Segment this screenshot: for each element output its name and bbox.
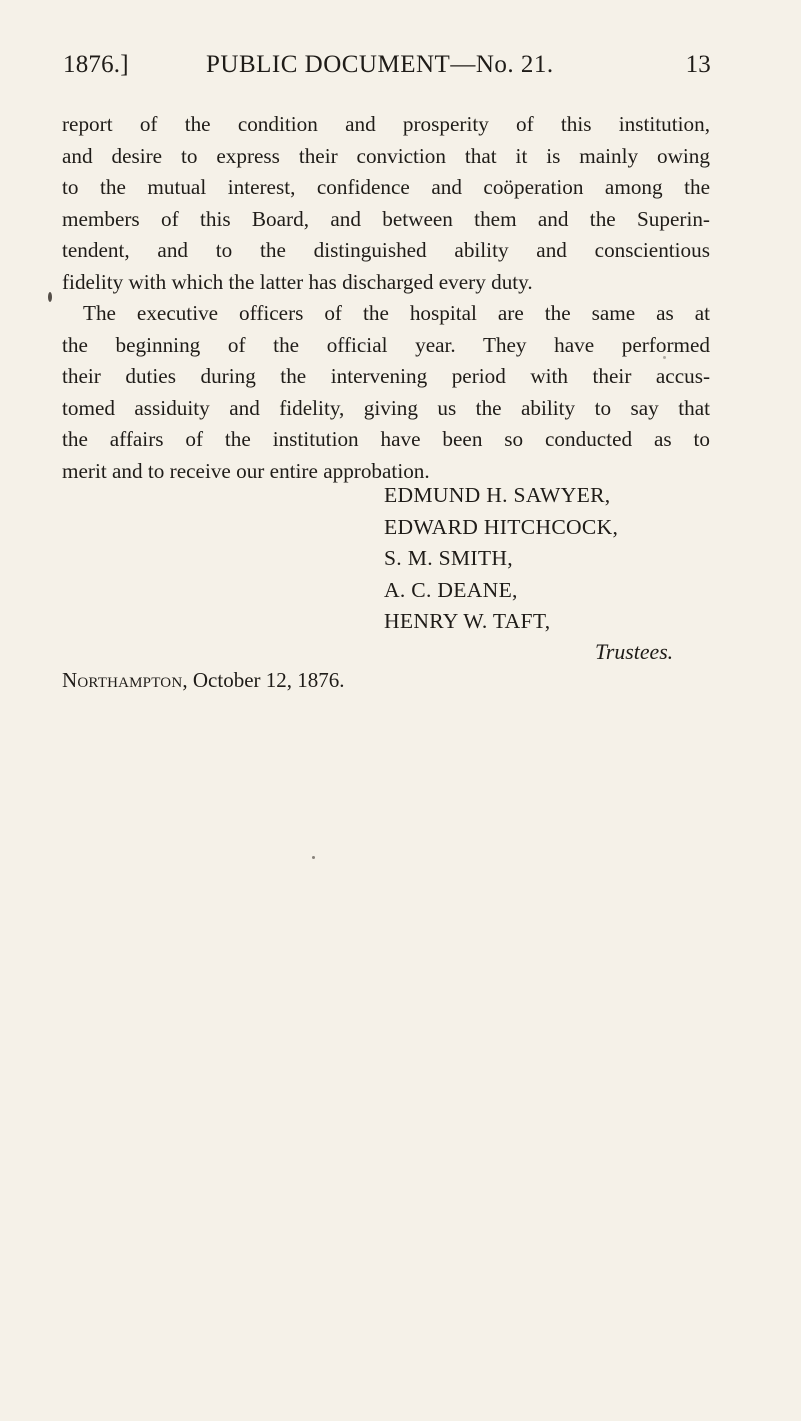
date-text: , October 12, 1876.: [182, 668, 345, 692]
signature-name: EDWARD HITCHCOCK,: [384, 514, 619, 539]
signature-name: A. C. DEANE,: [384, 577, 518, 602]
signature-name: EDMUND H. SAWYER,: [384, 483, 611, 507]
body-line-10: tomed assiduity and fidelity, giving us the ability to say that: [62, 395, 710, 420]
body-line-5: tendent, and to the distinguished ability and conscientious: [62, 238, 710, 262]
body-line-2: and desire to express their conviction that it is mainly owing: [62, 143, 710, 168]
body-line-7: The executive officers of the hospital are the same as at: [83, 301, 710, 325]
page-number: 13: [685, 51, 711, 78]
signature-block: [384, 480, 618, 638]
body-line-9: their duties during the intervening period with their accus-: [62, 364, 710, 388]
ink-speck: [48, 292, 52, 302]
ink-speck: [312, 856, 315, 859]
signatory-role: Trustees.: [595, 640, 674, 664]
body-line-6: fidelity with which the latter has discharged every duty.: [62, 269, 533, 294]
body-line-3: to the mutual interest, confidence and coöperation among the: [62, 175, 710, 199]
body-line-12: merit and to receive our entire approbation.: [62, 458, 430, 483]
header-year: 1876.]: [63, 51, 129, 78]
place-date-line: [62, 665, 345, 697]
body-line-4: members of this Board, and between them and the Superin-: [62, 206, 710, 231]
body-line-11: the affairs of the institution have been so conducted as to: [62, 427, 710, 451]
header-title: PUBLIC DOCUMENT—No. 21.: [206, 51, 554, 78]
signature-name: HENRY W. TAFT,: [384, 609, 551, 633]
ink-speck: [663, 356, 666, 359]
body-line-8: the beginning of the official year. They have performed: [62, 332, 710, 357]
body-text: [62, 109, 710, 487]
page-header: [63, 45, 711, 85]
body-line-1: report of the condition and prosperity of this institution,: [62, 112, 710, 136]
signature-name: S. M. SMITH,: [384, 546, 513, 570]
place-name: Northampton: [62, 668, 183, 692]
